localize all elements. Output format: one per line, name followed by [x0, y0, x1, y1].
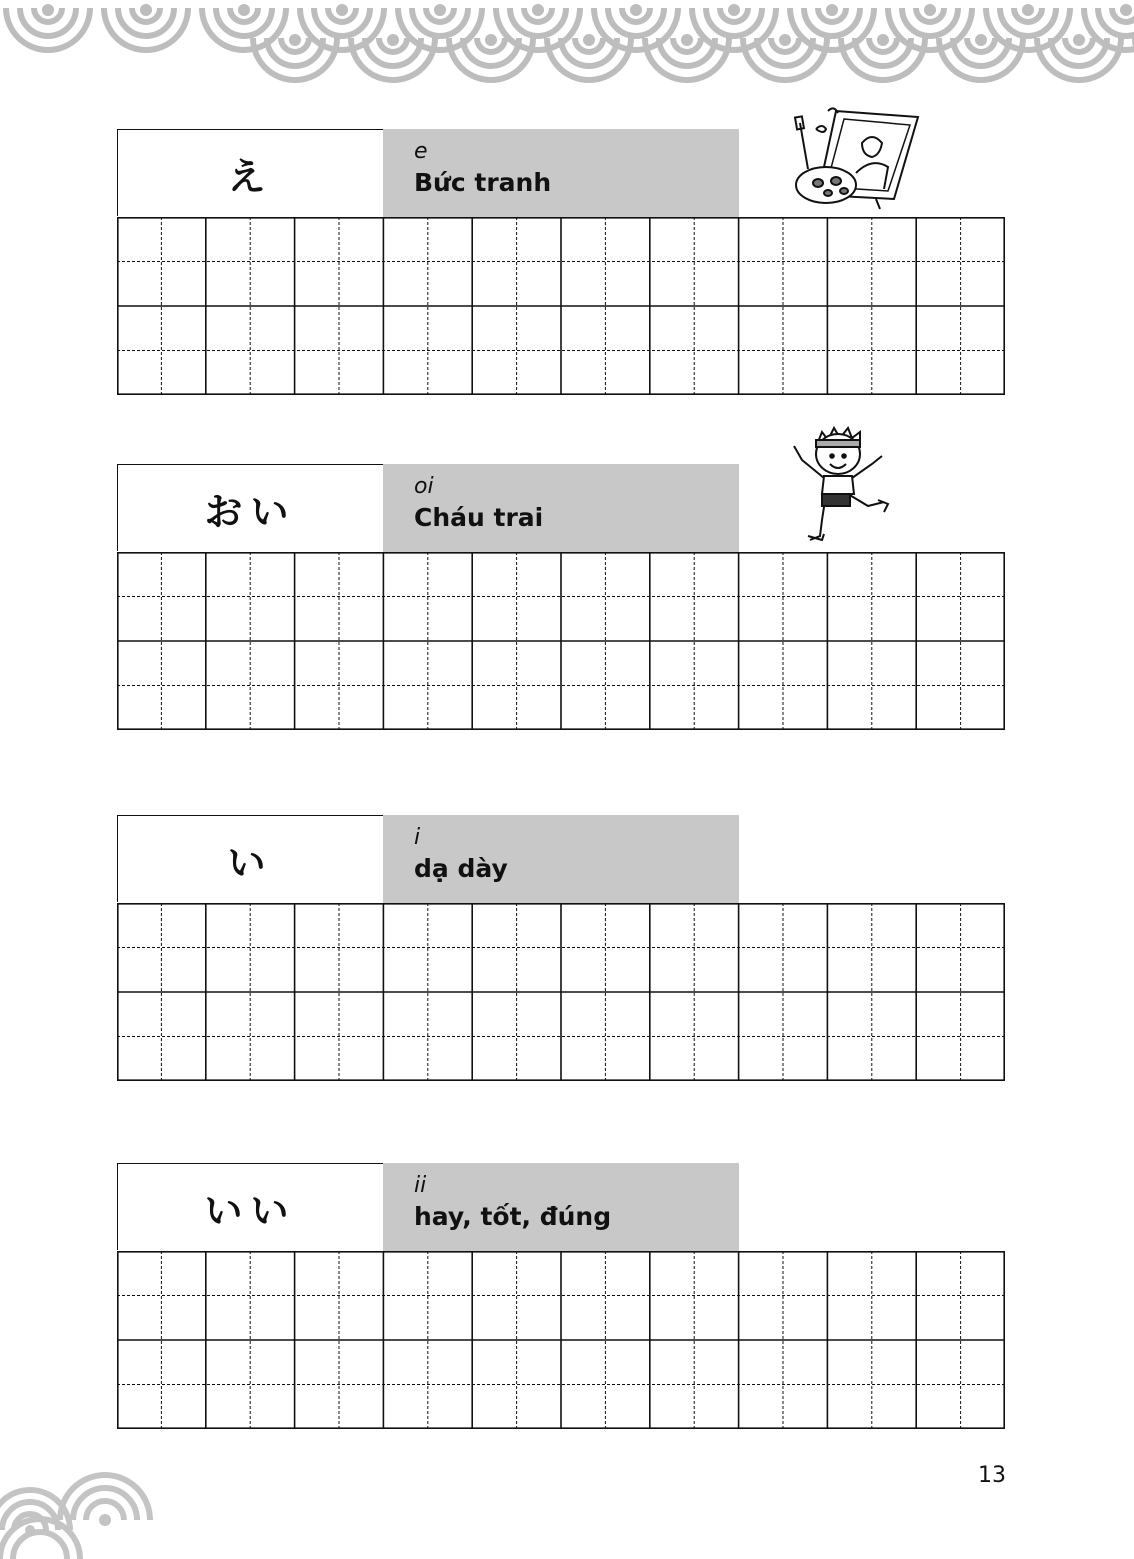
boy-jumping-illustration [786, 420, 896, 546]
word-label [383, 129, 739, 217]
writing-grid [117, 1251, 1005, 1429]
entry-ii [117, 1163, 1005, 1430]
wave-dot [1073, 34, 1085, 46]
wave-dot [485, 34, 497, 46]
meaning-text: hay, tốt, đúng [414, 1202, 612, 1231]
wave-dot [826, 4, 838, 16]
meaning-text: dạ dày [414, 854, 508, 883]
word-label [383, 1163, 739, 1251]
wave-dot [140, 4, 152, 16]
wave-dot [728, 4, 740, 16]
word-label [383, 815, 739, 903]
wave-dot [434, 4, 446, 16]
romaji-text: e [414, 139, 428, 164]
bottom-wave-decoration [0, 1460, 170, 1559]
top-wave-decoration [0, 0, 1134, 95]
wave-dot [975, 34, 987, 46]
wave-dot [1022, 4, 1034, 16]
wave-dot [42, 4, 54, 16]
romaji-text: oi [414, 474, 434, 499]
wave-dot [681, 34, 693, 46]
wave-dot [1120, 4, 1132, 16]
wave-dot [583, 34, 595, 46]
romaji-text: i [414, 825, 421, 850]
writing-grid [117, 903, 1005, 1081]
painting-easel-illustration [776, 103, 926, 211]
wave-dot [924, 4, 936, 16]
wave-dot [779, 34, 791, 46]
page-number: 13 [978, 1463, 1006, 1488]
wave-dot [532, 4, 544, 16]
entry-i [117, 815, 1005, 1082]
kana-cell: え [117, 129, 384, 216]
wave-dot [630, 4, 642, 16]
meaning-text: Cháu trai [414, 503, 544, 532]
kana-cell: いい [117, 1163, 384, 1250]
wave-dot [877, 34, 889, 46]
wave-dot [289, 34, 301, 46]
writing-grid [117, 217, 1005, 395]
writing-grid [117, 552, 1005, 730]
kana-cell: い [117, 815, 384, 902]
wave-dot [238, 4, 250, 16]
wave-dot [387, 34, 399, 46]
word-label [383, 464, 739, 552]
meaning-text: Bức tranh [414, 168, 552, 197]
wave-dot [336, 4, 348, 16]
romaji-text: ii [414, 1173, 427, 1198]
kana-cell: おい [117, 464, 384, 551]
